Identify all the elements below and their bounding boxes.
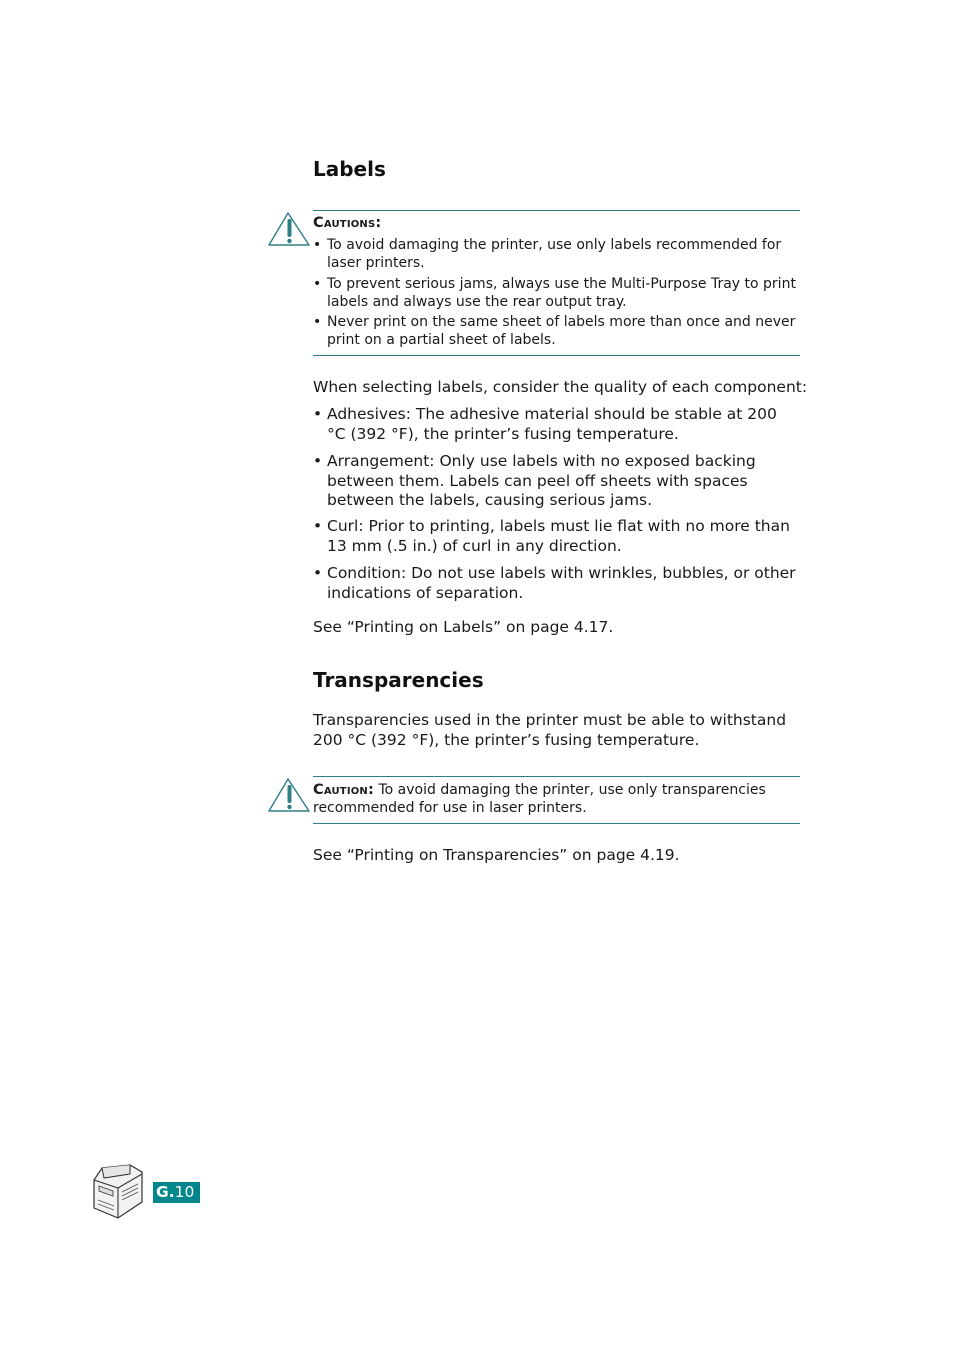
caution-text: To avoid damaging the printer, use only transparencies recommended for use in laser printers. [313,782,766,816]
list-item-text: Curl: Prior to printing, labels must lie flat with no more than 13 mm (.5 in.) of curl in any direction. [327,517,790,555]
caution-top-rule [313,210,800,211]
printer-icon [90,1162,146,1220]
caution-item [313,275,800,311]
list-item [313,405,800,444]
labels-intro: When selecting labels, consider the quality of each component: [313,378,808,396]
caution-item-text: Never print on the same sheet of labels more than once and never print on a partial sheet of labels. [327,314,796,348]
warning-triangle-icon [267,211,311,247]
caution-item [313,236,800,272]
list-item [313,564,800,603]
caution-bottom-rule [313,823,800,824]
bullet-dot: • [313,517,323,535]
warning-triangle-icon [267,777,311,813]
labels-heading: Labels [313,157,386,181]
cautions-title: Cautions: [313,215,382,231]
list-item-text: Adhesives: The adhesive material should be stable at 200 °C (392 °F), the printer’s fusing temperature. [327,405,777,443]
list-item-text: Condition: Do not use labels with wrinkles, bubbles, or other indications of separation. [327,564,796,602]
list-item [313,517,800,556]
page-number: 10 [174,1183,195,1201]
page-prefix: G. [156,1183,175,1201]
list-item [313,452,800,511]
bullet-dot: • [313,405,323,423]
caution-top-rule [313,776,800,777]
bullet-dot: • [313,276,322,292]
bullet-dot: • [313,314,322,330]
labels-see-also: See “Printing on Labels” on page 4.17. [313,618,614,636]
bullet-dot: • [313,564,323,582]
caution-item-text: To avoid damaging the printer, use only labels recommended for laser printers. [327,237,782,271]
bullet-dot: • [313,452,323,470]
transparencies-intro: Transparencies used in the printer must be able to withstand 200 °C (392 °F), the printer’s fusing temperature. [313,711,787,749]
transparencies-see-also: See “Printing on Transparencies” on page 4.19. [313,846,680,864]
caution-item-text: To prevent serious jams, always use the Multi-Purpose Tray to print labels and always use the rear output tray. [327,276,796,310]
list-item-text: Arrangement: Only use labels with no exposed backing between them. Labels can peel off sheets with spaces between the labels, causing serious jams. [327,452,756,509]
caution-title: Caution: [313,782,375,798]
transparencies-heading: Transparencies [313,668,484,692]
transparency-caution [313,781,803,817]
page-number-badge [153,1182,200,1203]
bullet-dot: • [313,237,322,253]
caution-item [313,313,800,349]
caution-bottom-rule [313,355,800,356]
